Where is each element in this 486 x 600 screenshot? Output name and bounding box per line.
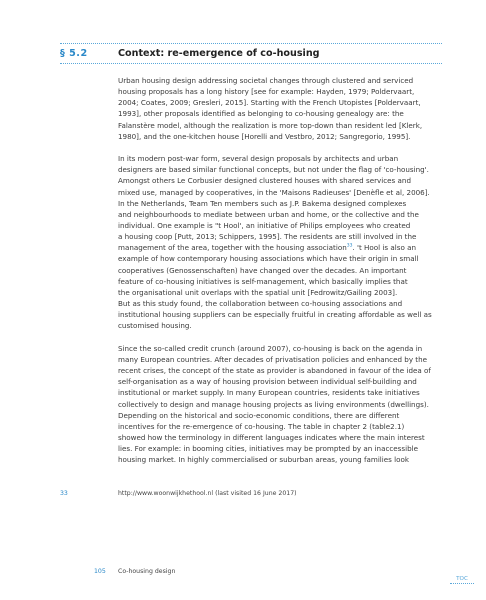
text-line: incentives for the re-emergence of co-housing. The table in chapter 2 (table2.1) (118, 421, 405, 431)
text-line: institutional housing suppliers can be especially fruitful in creating affordable as well as (118, 310, 432, 320)
heading-rule-bottom (60, 63, 442, 64)
text-segment: . 't Hool is also an (352, 243, 416, 253)
text-line: feature of co-housing initiatives is self-management, which basically implies that (118, 276, 408, 286)
text-line: But as this study found, the collaboration between co-housing associations and (118, 299, 403, 309)
text-segment: management of the area, together with the housing association (118, 243, 347, 253)
text-line: showed how the terminology in different languages indicates where the main interest (118, 432, 425, 442)
text-line: many European countries. After decades of privatisation policies and enhanced by the (118, 354, 428, 364)
footnote-reference[interactable]: 33 (346, 243, 353, 249)
text-line: Depending on the historical and socio-economic conditions, there are different (118, 410, 400, 420)
paragraph-3 (118, 343, 440, 466)
text-line: 1980], and the one-kitchen house [Horelli and Vestbro, 2012; Sangregorio, 1995]. (118, 131, 411, 141)
text-line: housing market. In highly commercialised or suburban areas, young families look (118, 455, 410, 465)
text-line: In the Netherlands, Team Ten members such as J.P. Bakema designed complexes (118, 198, 407, 208)
text-line: lies. For example: in booming cities, initiatives may be prompted by an inaccessible (118, 444, 419, 454)
section-title: Context: re-emergence of co-housing (118, 48, 320, 59)
page-number: 105 (94, 568, 106, 575)
text-line: cooperatives (Genossenschaften) have changed over the decades. An important (118, 265, 407, 275)
paragraph-2 (118, 153, 440, 332)
text-line: 1993], other proposals identified as belonging to co-housing genealogy are: the (118, 109, 404, 119)
text-line: designers are based similar functional concepts, but not under the flag of 'co-housing'. (118, 165, 429, 175)
toc-link[interactable]: TOC (450, 576, 474, 584)
text-line: a housing coop [Putt, 2013; Schippers, 1995]. The residents are still involved in the (118, 232, 417, 242)
text-line: Falanstère model, although the realization is more top-down than resident led [Klerk, (118, 120, 423, 130)
running-footer-title: Co-housing design (118, 568, 176, 575)
text-line: Urban housing design addressing societal changes through clustered and serviced (118, 76, 414, 85)
body-text (118, 75, 440, 477)
text-line: Since the so-called credit crunch (around 2007), co-housing is back on the agenda in (118, 343, 423, 353)
text-line: self-organisation as a way of housing provision between individual self-building and (118, 377, 417, 387)
text-line: institutional or market supply. In many European countries, residents take initiatives (118, 388, 420, 398)
text-line-with-footnote (118, 242, 440, 253)
footnote-text[interactable]: http://www.woonwijkhethool.nl (last visited 16 June 2017) (118, 490, 297, 497)
text-line: individual. One example is "t Hool', an initiative of Philips employees who created (118, 221, 411, 231)
footnote-number: 33 (60, 490, 68, 497)
paragraph-1 (118, 75, 440, 142)
text-line: In its modern post-war form, several design proposals by architects and urban (118, 154, 399, 164)
text-line: housing proposals has a long history [see for example: Hayden, 1979; Poldervaart, (118, 87, 415, 97)
heading-rule-top (60, 43, 442, 44)
section-number: § 5.2 (60, 48, 88, 59)
text-line: customised housing. (118, 321, 192, 331)
section-heading (60, 48, 442, 59)
text-line: collectively to design and manage housing projects as living environments (dwellings). (118, 399, 429, 409)
text-line: Amongst others Le Corbusier designed clustered houses with shared services and (118, 176, 411, 186)
text-line: example of how contemporary housing associations which have their origin in small (118, 254, 419, 264)
text-line: the organisational unit overlaps with the spatial unit [Fedrowitz/Gailing 2003]. (118, 287, 398, 297)
text-line: recent crises, the concept of the state as provider is abandoned in favour of the idea of (118, 366, 431, 376)
text-line: mixed use, managed by cooperatives, in the 'Maisons Radieuses' [Denèfle et al, 2006]. (118, 187, 430, 197)
text-line: and neighbourhoods to mediate between urban and home, or the collective and the (118, 209, 419, 219)
text-line: 2004; Coates, 2009; Gresleri, 2015]. Starting with the French Utopistes [Poldervaart, (118, 98, 421, 108)
